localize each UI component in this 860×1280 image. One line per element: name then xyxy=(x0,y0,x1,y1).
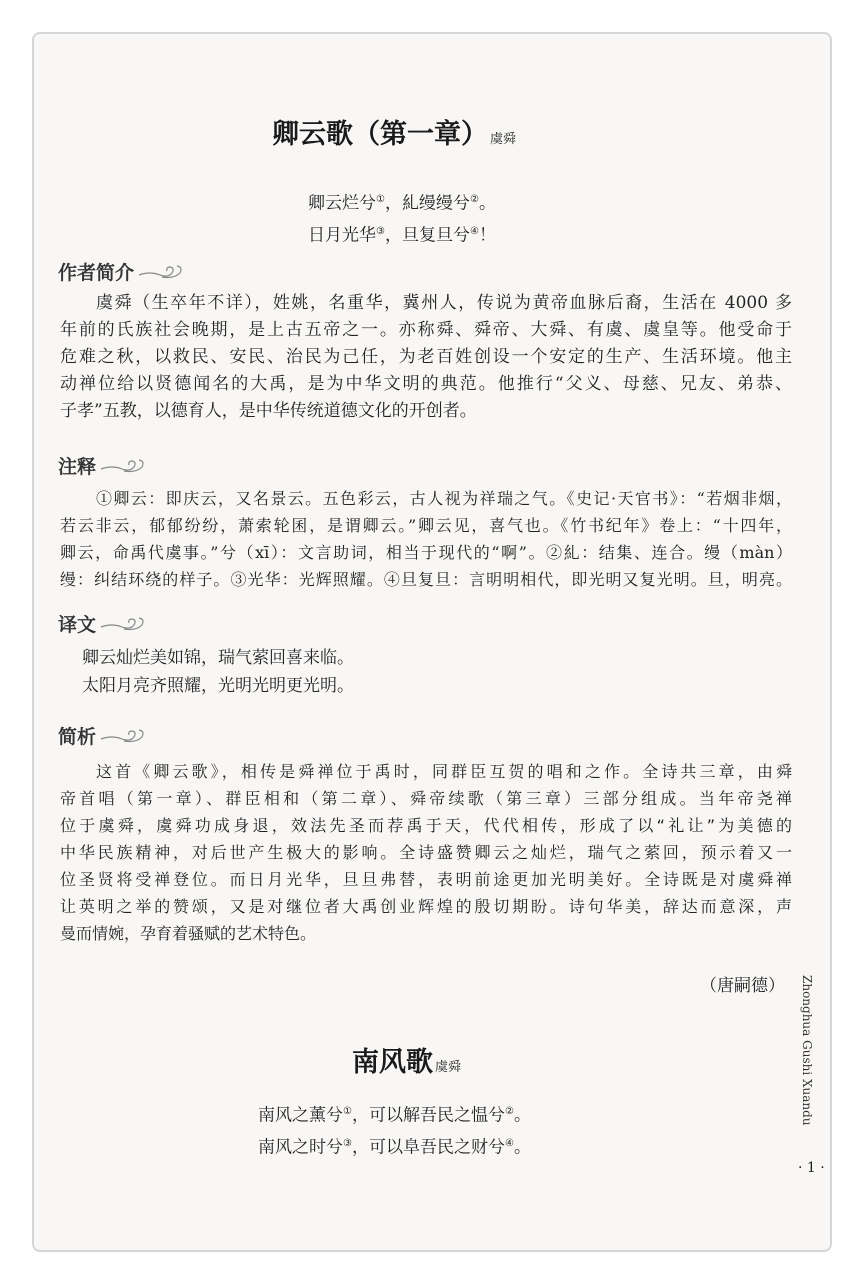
notes-paragraph xyxy=(60,485,792,593)
poem-line xyxy=(258,1130,531,1162)
footnote-ref: ③ xyxy=(343,1137,352,1149)
cloud-ornament-icon xyxy=(100,457,146,475)
verse: 日月光华 xyxy=(308,225,376,246)
poem-title xyxy=(352,1040,461,1079)
verse: 卿云烂兮 xyxy=(308,193,376,214)
poem-line xyxy=(308,186,496,218)
page-number: · 1 · xyxy=(798,1160,825,1176)
section-heading-author xyxy=(58,258,184,285)
analysis-signature: （唐嗣德） xyxy=(700,976,785,996)
text-line: 子孝”五教，以德育人，是中华传统道德文化的开创者。 xyxy=(60,401,477,421)
poem-title xyxy=(272,112,516,151)
analysis-paragraph xyxy=(60,758,792,947)
heading-text: 作者简介 xyxy=(58,262,135,284)
poem-body xyxy=(308,186,496,249)
text-line: 曼而情婉，孕育着骚赋的艺术特色。 xyxy=(60,924,317,943)
text-line: 卿云灿烂美如锦，瑞气萦回喜来临。 xyxy=(82,648,354,668)
footnote-ref: ② xyxy=(504,1106,514,1117)
cloud-ornament-icon xyxy=(100,727,146,745)
heading-text: 译文 xyxy=(58,614,97,636)
text-line: 虞舜（生卒年不详），姓姚，名重华，冀州人，传说为黄帝血脉后裔，生活在 4000 多 xyxy=(96,293,792,313)
section-heading-translation xyxy=(58,610,146,637)
footnote-ref: ③ xyxy=(376,225,385,237)
poem-author: 虞舜 xyxy=(490,132,517,147)
poem-title-text: 卿云歌（第一章） xyxy=(272,119,488,150)
verse: ，可以解吾民之愠兮 xyxy=(351,1105,505,1126)
text-line: 年前的氏族社会晚期，是上古五帝之一。亦称舜、舜帝、大舜、有虞、虞皇等。他受命于 xyxy=(60,320,792,340)
text-line: 这首《卿云歌》，相传是舜禅位于禹时，同群臣互贺的唱和之作。全诗共三章，由舜 xyxy=(96,762,792,781)
footnote-ref: ① xyxy=(343,1106,352,1117)
poem-author: 虞舜 xyxy=(435,1060,462,1075)
heading-text: 简析 xyxy=(58,726,97,748)
text-line: ①卿云：即庆云，又名景云。五色彩云，古人视为祥瑞之气。《史记·天官书》：“若烟非烟， xyxy=(96,489,792,508)
punct: 。 xyxy=(478,193,496,214)
section-heading-analysis xyxy=(58,722,146,749)
footnote-ref: ① xyxy=(376,194,385,205)
verse: 南风之时兮 xyxy=(258,1137,343,1158)
section-heading-notes xyxy=(58,452,146,479)
verse: ，糺缦缦兮 xyxy=(384,193,470,214)
running-side-title: Zhonghua Gushi Xuandu xyxy=(800,975,814,1126)
text-line: 中华民族精神，对后世产生极大的影响。全诗盛赞卿云之灿烂，瑞气之萦回，预示着又一 xyxy=(60,843,792,862)
text-line: 帝首唱（第一章）、群臣相和（第二章）、舜帝续歌（第三章）三部分组成。当年帝尧禅 xyxy=(60,789,792,808)
cloud-ornament-icon xyxy=(100,615,146,633)
poem-body xyxy=(258,1098,531,1161)
poem-title-text: 南风歌 xyxy=(352,1047,433,1078)
verse: ，旦复旦兮 xyxy=(384,225,470,246)
text-line: 让英明之举的赞颂，又是对继位者大禹创业辉煌的殷切期盼。诗句华美，辞达而意深，声 xyxy=(60,897,792,916)
poem-line xyxy=(258,1098,531,1130)
footnote-ref: ④ xyxy=(469,225,479,237)
text-line: 位于虞舜，虞舜功成身退，效法先圣而荐禹于天，代代相传，形成了以“礼让”为美德的 xyxy=(60,816,792,835)
text-line: 位圣贤将受禅登位。而日月光华，旦旦弗替，表明前途更加光明美好。全诗既是对虞舜禅 xyxy=(60,870,792,889)
poem-line xyxy=(308,218,496,250)
text-line: 缦：纠结环绕的样子。③光华：光辉照耀。④旦复旦：言明明相代，即光明又复光明。旦，明亮。 xyxy=(60,570,792,589)
text-line: 动禅位给以贤德闻名的大禹，是为中华文明的典范。他推行“父义、母慈、兄友、弟恭、 xyxy=(60,374,792,394)
author-intro-paragraph xyxy=(60,290,792,425)
footnote-ref: ② xyxy=(469,194,479,205)
verse: ，可以阜吾民之财兮 xyxy=(351,1137,505,1158)
footnote-ref: ④ xyxy=(504,1137,514,1149)
verse: 南风之薰兮 xyxy=(258,1105,343,1126)
text-line: 太阳月亮齐照耀，光明光明更光明。 xyxy=(82,676,354,696)
cloud-ornament-icon xyxy=(138,263,184,281)
text-line: 危难之秋，以救民、安民、治民为己任，为老百姓创设一个安定的生产、生活环境。他主 xyxy=(60,347,792,367)
text-line: 若云非云，郁郁纷纷，萧索轮囷，是谓卿云。”卿云见，喜气也。《竹书纪年》卷上：“十四年， xyxy=(60,516,792,535)
punct: ！ xyxy=(478,225,496,246)
punct: 。 xyxy=(513,1105,531,1126)
heading-text: 注释 xyxy=(58,456,97,478)
translation-body xyxy=(82,644,354,700)
text-line: 卿云，命禹代虞事。”兮（xī）：文言助词，相当于现代的“啊”。②糺：结集、连合。缦（màn） xyxy=(60,543,792,562)
punct: 。 xyxy=(513,1137,531,1158)
